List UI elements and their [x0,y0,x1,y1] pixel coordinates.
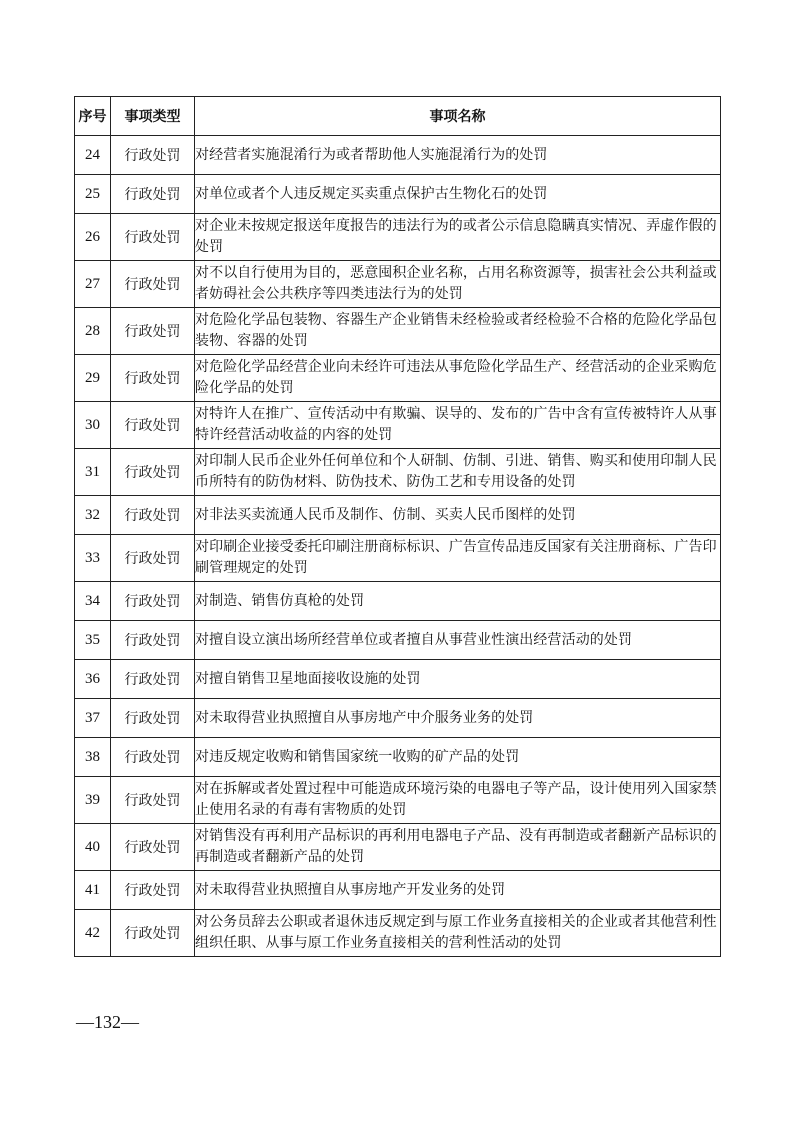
table-row [75,699,721,738]
row-index: 26 [75,214,111,261]
row-type: 行政处罚 [111,871,195,910]
row-name: 对特许人在推广、宣传活动中有欺骗、误导的、发布的广告中含有宣传被特许人从事特许经营活动收益的内容的处罚 [195,402,721,449]
table-row [75,738,721,777]
table-row [75,355,721,402]
row-name: 对危险化学品经营企业向未经许可违法从事危险化学品生产、经营活动的企业采购危险化学品的处罚 [195,355,721,402]
row-index: 35 [75,621,111,660]
row-name: 对擅自设立演出场所经营单位或者擅自从事营业性演出经营活动的处罚 [195,621,721,660]
table-header-row [75,97,721,136]
row-name: 对在拆解或者处置过程中可能造成环境污染的电器电子等产品，设计使用列入国家禁止使用名录的有毒有害物质的处罚 [195,777,721,824]
row-index: 30 [75,402,111,449]
row-index: 37 [75,699,111,738]
row-name: 对单位或者个人违反规定买卖重点保护古生物化石的处罚 [195,175,721,214]
row-index: 33 [75,535,111,582]
row-type: 行政处罚 [111,777,195,824]
row-index: 42 [75,910,111,957]
row-index: 25 [75,175,111,214]
row-name: 对经营者实施混淆行为或者帮助他人实施混淆行为的处罚 [195,136,721,175]
row-index: 27 [75,261,111,308]
row-type: 行政处罚 [111,824,195,871]
row-index: 41 [75,871,111,910]
row-type: 行政处罚 [111,910,195,957]
header-type: 事项类型 [111,97,195,136]
table-row [75,824,721,871]
table-row [75,621,721,660]
row-name: 对印刷企业接受委托印刷注册商标标识、广告宣传品违反国家有关注册商标、广告印刷管理规定的处罚 [195,535,721,582]
table-row [75,777,721,824]
table-row [75,660,721,699]
row-type: 行政处罚 [111,496,195,535]
row-index: 39 [75,777,111,824]
row-type: 行政处罚 [111,449,195,496]
row-type: 行政处罚 [111,621,195,660]
row-name: 对违反规定收购和销售国家统一收购的矿产品的处罚 [195,738,721,777]
row-name: 对未取得营业执照擅自从事房地产中介服务业务的处罚 [195,699,721,738]
table-row [75,449,721,496]
row-index: 38 [75,738,111,777]
header-name: 事项名称 [195,97,721,136]
row-type: 行政处罚 [111,308,195,355]
row-type: 行政处罚 [111,699,195,738]
table-row [75,402,721,449]
table-row [75,261,721,308]
row-type: 行政处罚 [111,136,195,175]
table-row [75,308,721,355]
row-index: 29 [75,355,111,402]
row-type: 行政处罚 [111,261,195,308]
row-type: 行政处罚 [111,355,195,402]
row-index: 36 [75,660,111,699]
header-index: 序号 [75,97,111,136]
row-name: 对危险化学品包装物、容器生产企业销售未经检验或者经检验不合格的危险化学品包装物、容器的处罚 [195,308,721,355]
table-row [75,582,721,621]
row-index: 24 [75,136,111,175]
row-type: 行政处罚 [111,535,195,582]
row-type: 行政处罚 [111,175,195,214]
row-name: 对非法买卖流通人民币及制作、仿制、买卖人民币图样的处罚 [195,496,721,535]
row-name: 对企业未按规定报送年度报告的违法行为的或者公示信息隐瞒真实情况、弄虚作假的处罚 [195,214,721,261]
row-name: 对制造、销售仿真枪的处罚 [195,582,721,621]
row-name: 对未取得营业执照擅自从事房地产开发业务的处罚 [195,871,721,910]
row-index: 40 [75,824,111,871]
row-index: 34 [75,582,111,621]
row-index: 32 [75,496,111,535]
row-type: 行政处罚 [111,402,195,449]
table-row [75,535,721,582]
table-row [75,175,721,214]
row-name: 对销售没有再利用产品标识的再利用电器电子产品、没有再制造或者翻新产品标识的再制造或者翻新产品的处罚 [195,824,721,871]
row-type: 行政处罚 [111,582,195,621]
table-row [75,910,721,957]
row-index: 28 [75,308,111,355]
row-index: 31 [75,449,111,496]
items-table [74,96,721,957]
page-number: —132— [76,1012,139,1032]
table-row [75,214,721,261]
row-name: 对擅自销售卫星地面接收设施的处罚 [195,660,721,699]
row-name: 对印制人民币企业外任何单位和个人研制、仿制、引进、销售、购买和使用印制人民币所特有的防伪材料、防伪技术、防伪工艺和专用设备的处罚 [195,449,721,496]
row-name: 对公务员辞去公职或者退休违反规定到与原工作业务直接相关的企业或者其他营利性组织任职、从事与原工作业务直接相关的营利性活动的处罚 [195,910,721,957]
table-row [75,136,721,175]
row-type: 行政处罚 [111,214,195,261]
row-name: 对不以自行使用为目的，恶意囤积企业名称，占用名称资源等，损害社会公共利益或者妨碍社会公共秩序等四类违法行为的处罚 [195,261,721,308]
table-row [75,871,721,910]
row-type: 行政处罚 [111,660,195,699]
row-type: 行政处罚 [111,738,195,777]
table-row [75,496,721,535]
